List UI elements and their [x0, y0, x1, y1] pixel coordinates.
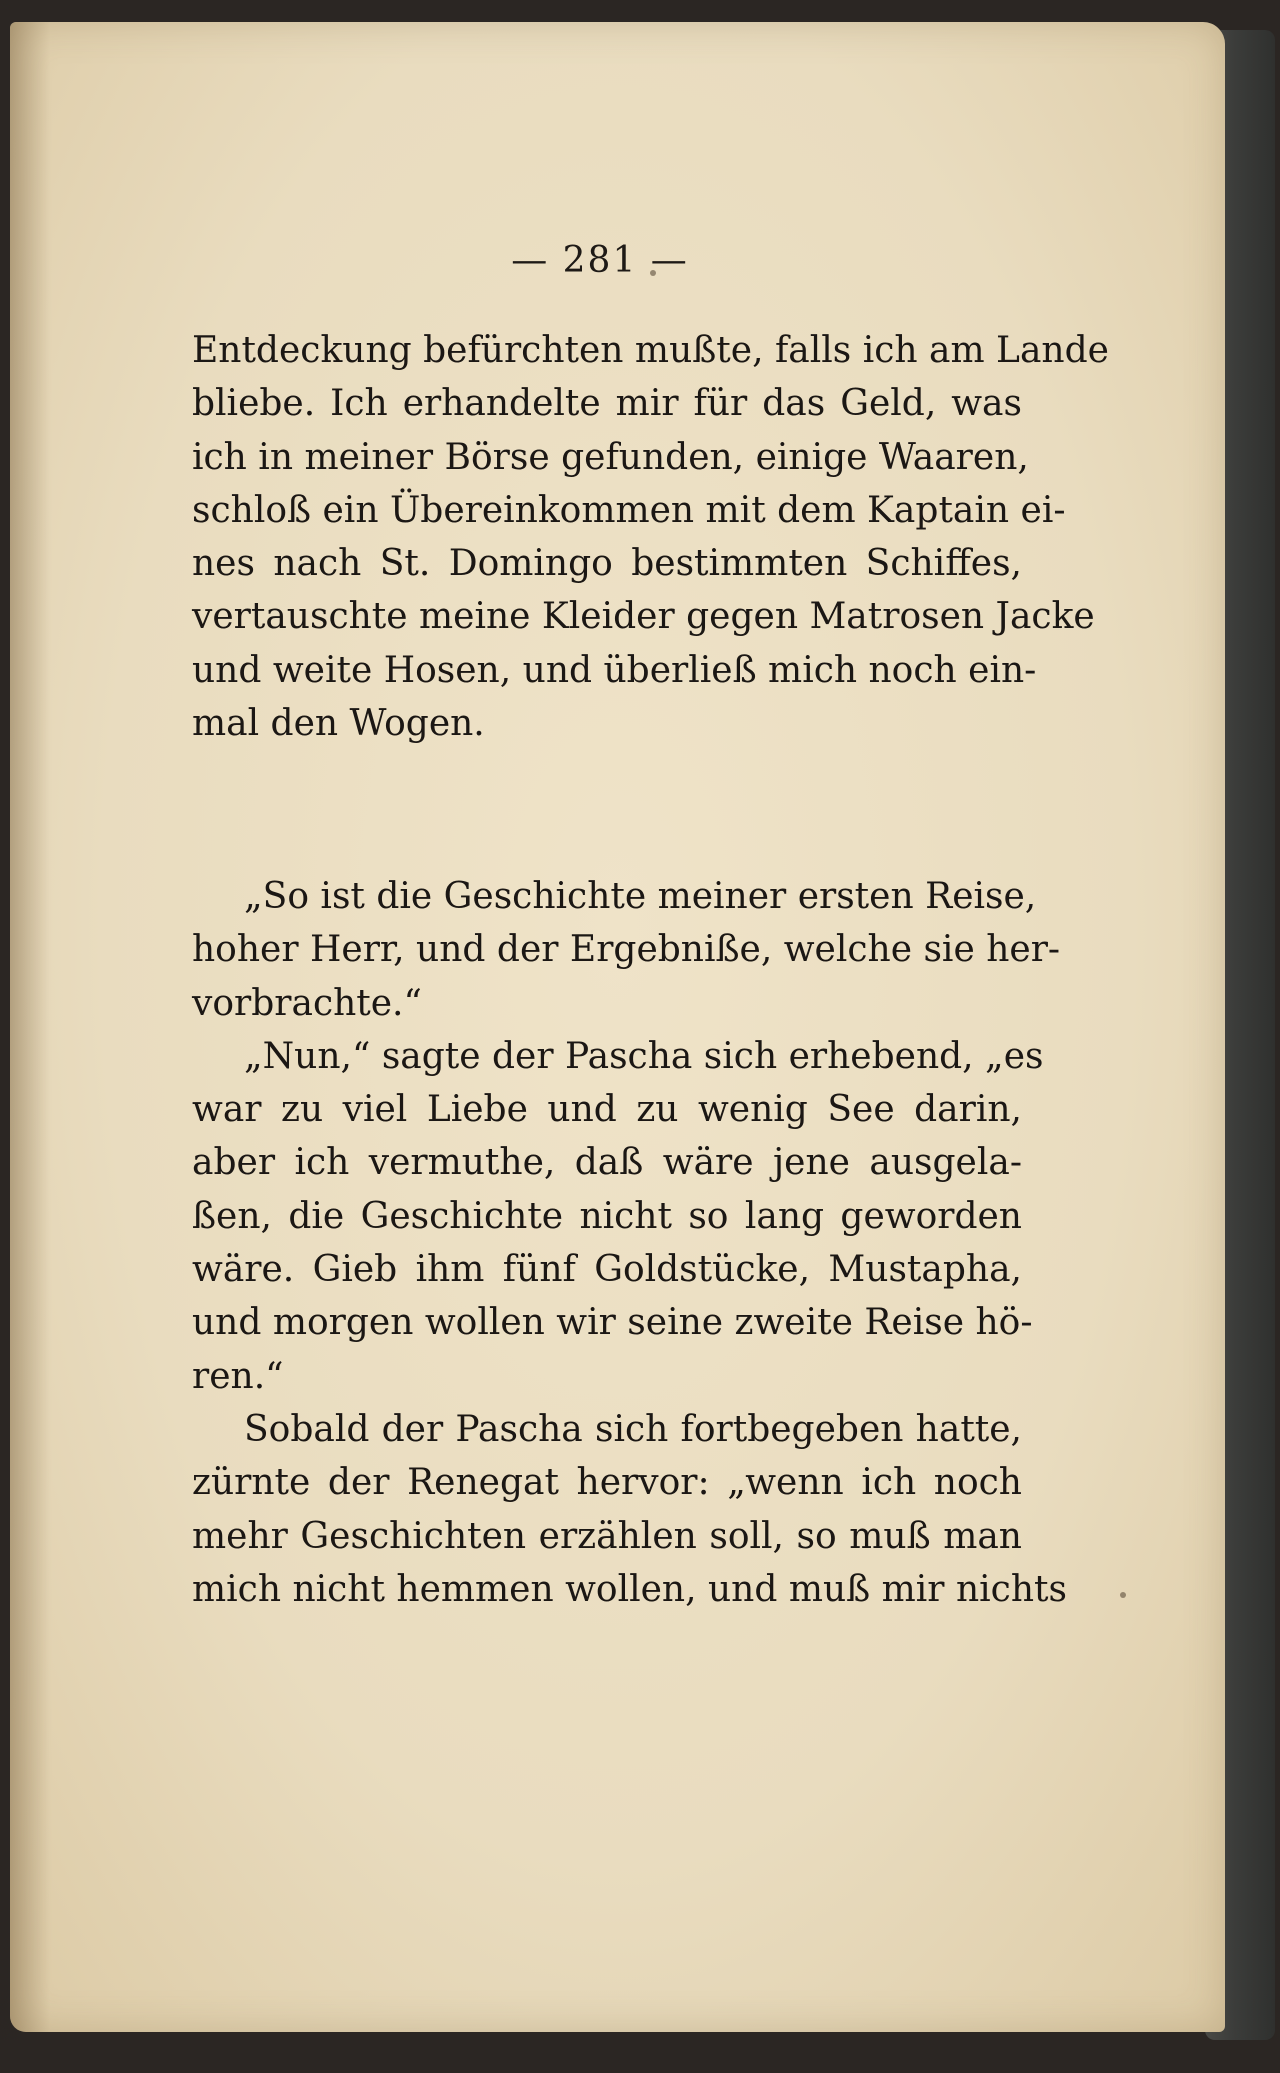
ink-spot [1120, 1592, 1126, 1598]
text-line: vertauschte meine Kleider gegen Matrosen Jacke [192, 596, 1095, 638]
page-number-header: — 281 — [511, 240, 689, 281]
text-line: ren.“ [192, 1355, 284, 1397]
text-line: mal den Wogen. [192, 703, 485, 745]
text-line: war zu viel Liebe und zu wenig See darin, [192, 1089, 1022, 1131]
text-line: nes nach St. Domingo bestimmten Schiffes, [192, 543, 1022, 585]
text-line: hoher Herr, und der Ergebniße, welche sie her- [192, 929, 1061, 971]
text-line: Entdeckung befürchten mußte, falls ich am Lande [192, 330, 1109, 371]
paragraph-block-2 [192, 870, 1067, 1616]
text-line: „Nun,“ sagte der Pascha sich erhebend, „es [244, 1035, 1044, 1077]
text-line: ich in meiner Börse gefunden, einige Waaren, [192, 436, 1029, 478]
page-gutter [10, 22, 50, 2032]
paragraph-block-1 [192, 324, 1109, 750]
text-line: Sobald der Pascha sich fortbegeben hatte, [244, 1408, 1022, 1450]
text-line: und morgen wollen wir seine zweite Reise hö- [192, 1302, 1033, 1344]
text-line: aber ich vermuthe, daß wäre jene ausgela- [192, 1142, 1022, 1184]
text-line: mich nicht hemmen wollen, und muß mir nichts [192, 1568, 1067, 1610]
text-line: wäre. Gieb ihm fünf Goldstücke, Mustapha, [192, 1249, 1022, 1291]
text-line: mehr Geschichten erzählen soll, so muß man [192, 1515, 1022, 1557]
text-line: bliebe. Ich erhandelte mir für das Geld, was [192, 383, 1022, 425]
text-line: schloß ein Übereinkommen mit dem Kaptain ei- [192, 489, 1066, 531]
text-line: „So ist die Geschichte meiner ersten Reise, [244, 876, 1037, 917]
text-line: zürnte der Renegat hervor: „wenn ich noch [192, 1462, 1022, 1504]
text-line: und weite Hosen, und überließ mich noch ein- [192, 649, 1037, 691]
text-line: vorbrachte.“ [192, 982, 422, 1024]
text-line: ßen, die Geschichte nicht so lang geworden [192, 1195, 1022, 1237]
